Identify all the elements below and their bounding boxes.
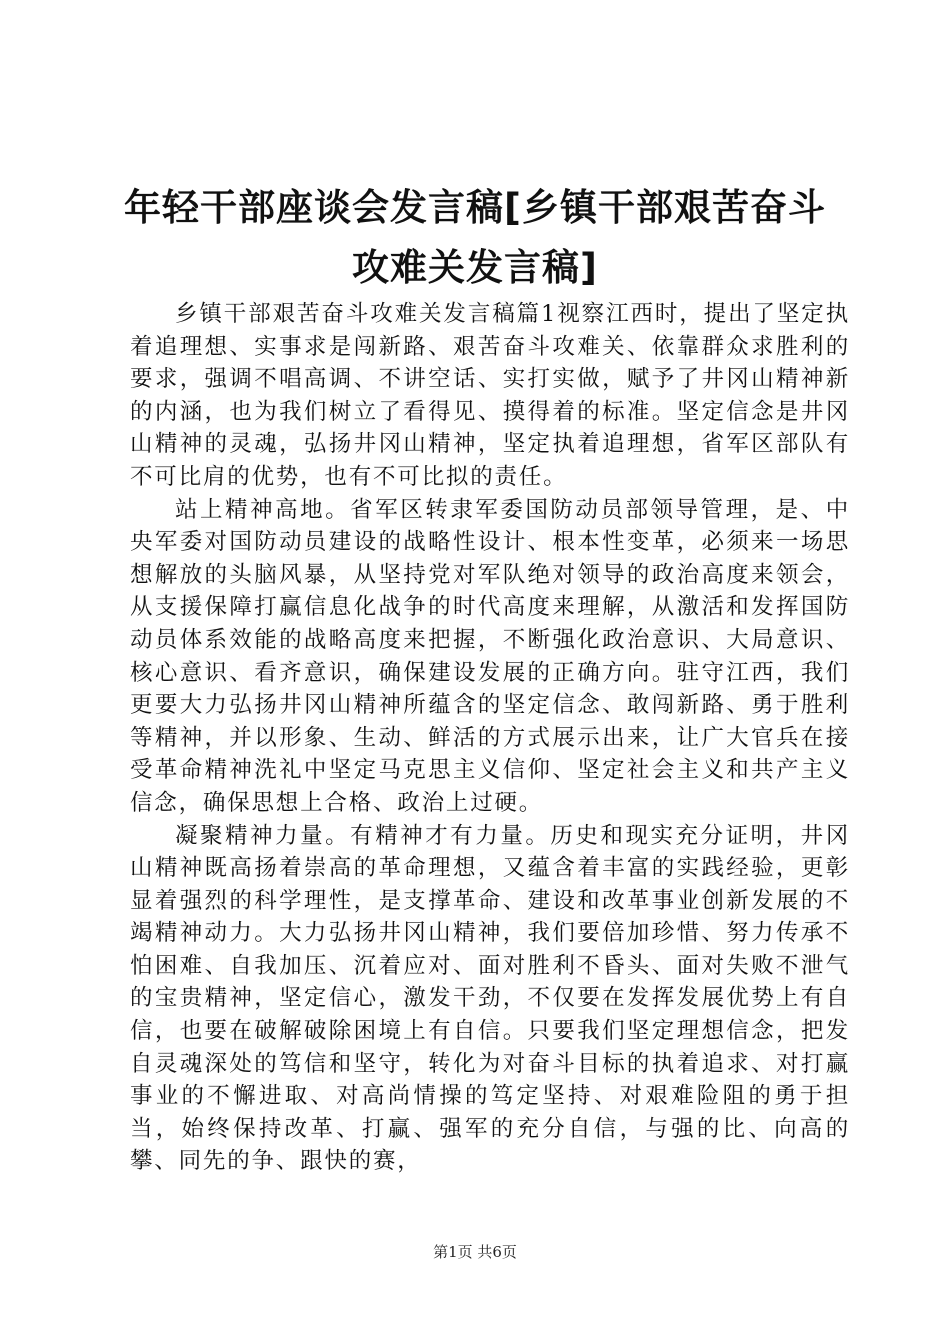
document-title: 年轻干部座谈会发言稿[乡镇干部艰苦奋斗攻难关发言稿] bbox=[124, 186, 826, 289]
paragraph-2: 站上精神高地。省军区转隶军委国防动员部领导管理，是、中央军委对国防动员建设的战略性设计、根本性变革，必须来一场思想解放的头脑风暴，从坚持党对军队绝对领导的政治高度来领会，从支援保障打赢信息化战争的时代高度来理解，从激活和发挥国防动员体系效能的战略高度来把握，不断强化政治意识、大局意识、核心意识、看齐意识，确保建设发展的正确方向。驻守江西，我们更要大力弘扬井冈山精神所蕴含的坚定信念、敢闯新路、勇于胜利等精神，并以形象、生动、鲜活的方式展示出来，让广大官兵在接受革命精神洗礼中坚定马克思主义信仰、坚定社会主义和共产主义信念，确保思想上合格、政治上过硬。 bbox=[130, 496, 850, 816]
page-number-footer: 第1页 共6页 bbox=[433, 1243, 517, 1261]
paragraph-3: 凝聚精神力量。有精神才有力量。历史和现实充分证明，井冈山精神既高扬着崇高的革命理想，又蕴含着丰富的实践经验，更彰显着强烈的科学理性，是支撑革命、建设和改革事业创新发展的不竭精神动力。大力弘扬井冈山精神，我们要倍加珍惜、努力传承不怕困难、自我加压、沉着应对、面对胜利不昏头、面对失败不泄气的宝贵精神，坚定信心，激发干劲，不仅要在发挥发展优势上有自信，也要在破解破除困境上有自信。只要我们坚定理想信念，把发自灵魂深处的笃信和坚守，转化为对奋斗目标的执着追求、对打赢事业的不懈进取、对高尚情操的笃定坚持、对艰难险阻的勇于担当，始终保持改革、打赢、强军的充分自信，与强的比、向高的攀、同先的争、跟快的赛， bbox=[130, 822, 850, 1175]
document-body bbox=[130, 298, 850, 1178]
paragraph-1: 乡镇干部艰苦奋斗攻难关发言稿篇1视察江西时，提出了坚定执着追理想、实事求是闯新路、艰苦奋斗攻难关、依靠群众求胜利的要求，强调不唱高调、不讲空话、实打实做，赋予了井冈山精神新的内涵，也为我们树立了看得见、摸得着的标准。坚定信念是井冈山精神的灵魂，弘扬井冈山精神，坚定执着追理想，省军区部队有不可比肩的优势，也有不可比拟的责任。 bbox=[130, 301, 850, 490]
